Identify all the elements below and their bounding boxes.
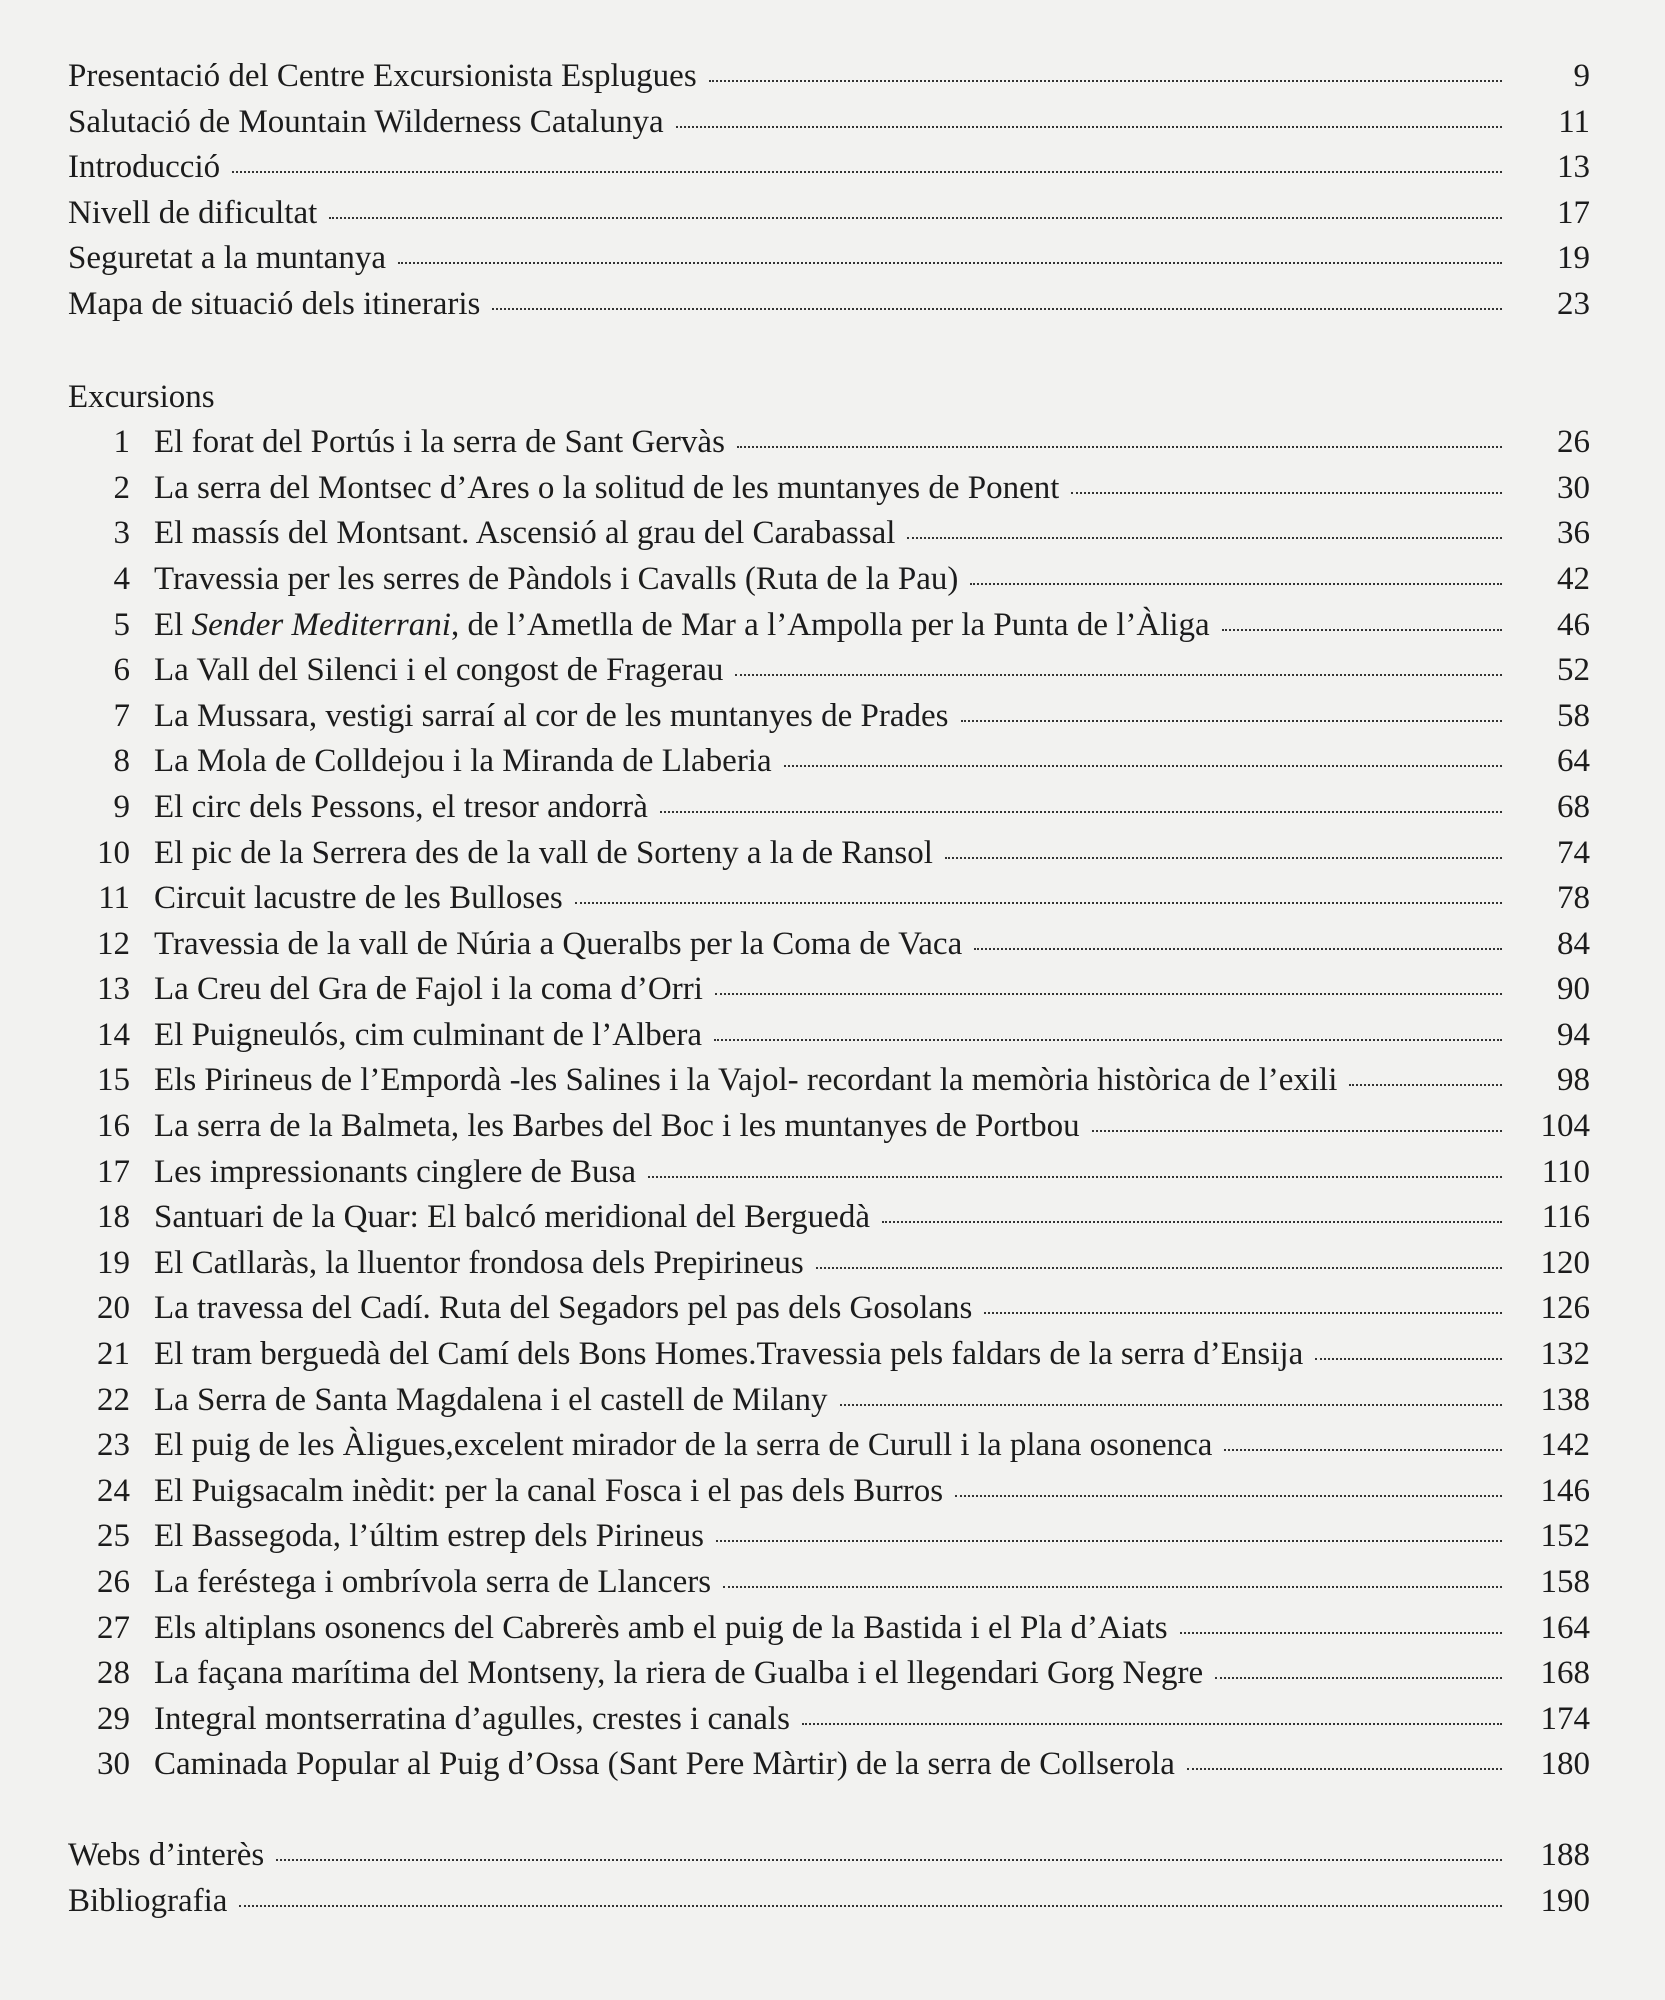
toc-entry bbox=[68, 1606, 1590, 1652]
toc-entry bbox=[68, 1560, 1590, 1606]
toc-entry-page: 58 bbox=[1557, 697, 1590, 734]
leader-dots bbox=[239, 1905, 1502, 1907]
toc-entry bbox=[68, 922, 1590, 968]
leader-dots bbox=[715, 993, 1502, 995]
leader-dots bbox=[709, 80, 1502, 82]
toc-entry bbox=[68, 420, 1590, 466]
toc-entry-title: La serra del Montsec d’Ares o la solitud de les muntanyes de Ponent bbox=[154, 469, 1060, 506]
toc-entry-page: 84 bbox=[1557, 925, 1590, 962]
toc-entry-title-part: El bbox=[154, 606, 192, 643]
toc-entry-title: Circuit lacustre de les Bulloses bbox=[154, 880, 563, 917]
toc-entry-number: 27 bbox=[97, 1609, 130, 1646]
toc-entry-title: Introducció bbox=[68, 149, 221, 186]
toc-entry-number: 7 bbox=[113, 697, 130, 734]
toc-entry-title: La Serra de Santa Magdalena i el castell de Milany bbox=[154, 1381, 828, 1418]
toc-entry-page: 42 bbox=[1557, 560, 1590, 597]
toc-entry-page: 132 bbox=[1540, 1336, 1590, 1373]
toc-entry-number: 19 bbox=[97, 1244, 130, 1281]
toc-entry-title: El Catllaràs, la lluentor frondosa dels Prepirineus bbox=[154, 1244, 804, 1281]
toc-entry-title: Les impressionants cinglere de Busa bbox=[154, 1153, 637, 1190]
toc-entry-title: La travessa del Cadí. Ruta del Segadors pel pas dels Gosolans bbox=[154, 1290, 973, 1327]
toc-entry-page: 74 bbox=[1557, 834, 1590, 871]
toc-entry-page: 110 bbox=[1541, 1153, 1590, 1190]
toc-entry-page: 104 bbox=[1540, 1108, 1590, 1145]
toc-entry bbox=[68, 100, 1590, 146]
leader-dots bbox=[816, 1267, 1502, 1269]
leader-dots bbox=[784, 765, 1502, 767]
toc-entry bbox=[68, 1013, 1590, 1059]
toc-entry-page: 17 bbox=[1557, 194, 1590, 231]
toc-entry-title: El Puigsacalm inèdit: per la canal Fosca i el pas dels Burros bbox=[154, 1472, 944, 1509]
leader-dots bbox=[676, 126, 1502, 128]
leader-dots bbox=[945, 857, 1502, 859]
toc-entry-number: 3 bbox=[113, 515, 130, 552]
toc-entry-number: 22 bbox=[97, 1381, 130, 1418]
back-matter-list bbox=[68, 1833, 1590, 1924]
toc-entry-title: La façana marítima del Montseny, la riera de Gualba i el llegendari Gorg Negre bbox=[154, 1655, 1204, 1692]
toc-entry-page: 138 bbox=[1540, 1381, 1590, 1418]
toc-entry-title: Els altiplans osonencs del Cabrerès amb el puig de la Bastida i el Pla d’Aiats bbox=[154, 1609, 1168, 1646]
toc-entry bbox=[68, 1879, 1590, 1925]
toc-entry-number: 6 bbox=[113, 652, 130, 689]
leader-dots bbox=[1215, 1677, 1502, 1679]
toc-entry-title: Els Pirineus de l’Empordà -les Salines i la Vajol- recordant la memòria històrica de l’exili bbox=[154, 1062, 1338, 1099]
leader-dots bbox=[1187, 1768, 1502, 1770]
excursions-list bbox=[68, 420, 1590, 1788]
toc-entry-page: 98 bbox=[1557, 1062, 1590, 1099]
toc-entry-title: Mapa de situació dels itineraris bbox=[68, 285, 481, 322]
toc-entry bbox=[68, 1241, 1590, 1287]
toc-entry-number: 11 bbox=[98, 880, 130, 917]
toc-entry bbox=[68, 1423, 1590, 1469]
toc-entry-title: Nivell de dificultat bbox=[68, 194, 318, 231]
toc-entry-title: La Vall del Silenci i el congost de Fragerau bbox=[154, 652, 724, 689]
toc-entry-page: 26 bbox=[1557, 424, 1590, 461]
toc-entry-title: Integral montserratina d’agulles, crestes i canals bbox=[154, 1700, 790, 1737]
toc-entry-page: 36 bbox=[1557, 515, 1590, 552]
leader-dots bbox=[984, 1312, 1502, 1314]
leader-dots bbox=[737, 446, 1502, 448]
toc-entry-page: 146 bbox=[1540, 1472, 1590, 1509]
leader-dots bbox=[398, 262, 1502, 264]
toc-entry-title-italic: Sender Mediterrani bbox=[191, 606, 451, 643]
leader-dots bbox=[1092, 1130, 1502, 1132]
toc-entry-title: La serra de la Balmeta, les Barbes del Boc i les muntanyes de Portbou bbox=[154, 1108, 1080, 1145]
toc-entry-page: 46 bbox=[1557, 606, 1590, 643]
toc-entry bbox=[68, 1195, 1590, 1241]
toc-entry-page: 116 bbox=[1541, 1199, 1590, 1236]
toc-entry bbox=[68, 785, 1590, 831]
toc-entry bbox=[68, 466, 1590, 512]
section-heading-excursions: Excursions bbox=[68, 378, 215, 415]
toc-entry-title: La Creu del Gra de Fajol i la coma d’Orri bbox=[154, 971, 703, 1008]
toc-entry bbox=[68, 694, 1590, 740]
toc-entry-title: El Bassegoda, l’últim estrep dels Pirineus bbox=[154, 1518, 704, 1555]
toc-entry bbox=[68, 1697, 1590, 1743]
toc-entry-page: 30 bbox=[1557, 469, 1590, 506]
toc-entry bbox=[68, 1286, 1590, 1332]
toc-entry-number: 2 bbox=[113, 469, 130, 506]
leader-dots bbox=[660, 811, 1502, 813]
toc-entry bbox=[68, 1742, 1590, 1788]
toc-entry bbox=[68, 1058, 1590, 1104]
toc-entry bbox=[68, 1514, 1590, 1560]
toc-entry bbox=[68, 1104, 1590, 1150]
toc-entry-title: Caminada Popular al Puig d’Ossa (Sant Pere Màrtir) de la serra de Collserola bbox=[154, 1746, 1175, 1783]
leader-dots bbox=[1222, 629, 1502, 631]
leader-dots bbox=[329, 217, 1502, 219]
toc-entry-page: 90 bbox=[1557, 971, 1590, 1008]
leader-dots bbox=[974, 948, 1502, 950]
leader-dots bbox=[648, 1176, 1502, 1178]
toc-entry-number: 23 bbox=[97, 1427, 130, 1464]
toc-entry-number: 13 bbox=[97, 971, 130, 1008]
toc-entry bbox=[68, 739, 1590, 785]
toc-entry bbox=[68, 236, 1590, 282]
toc-entry-title: La Mola de Colldejou i la Miranda de Llaberia bbox=[154, 743, 772, 780]
toc-entry-number: 30 bbox=[97, 1746, 130, 1783]
leader-dots bbox=[840, 1404, 1503, 1406]
leader-dots bbox=[1071, 492, 1502, 494]
toc-entry-page: 152 bbox=[1540, 1518, 1590, 1555]
toc-entry bbox=[68, 1150, 1590, 1196]
leader-dots bbox=[882, 1221, 1502, 1223]
toc-entry-number: 25 bbox=[97, 1518, 130, 1555]
toc-entry-number: 1 bbox=[113, 424, 130, 461]
toc-entry-number: 14 bbox=[97, 1016, 130, 1053]
leader-dots bbox=[714, 1039, 1502, 1041]
toc-entry bbox=[68, 876, 1590, 922]
toc-entry-number: 8 bbox=[113, 743, 130, 780]
leader-dots bbox=[1349, 1084, 1502, 1086]
toc-entry-title: El massís del Montsant. Ascensió al grau del Carabassal bbox=[154, 515, 896, 552]
leader-dots bbox=[961, 720, 1503, 722]
toc-entry-number: 15 bbox=[97, 1062, 130, 1099]
toc-entry-page: 180 bbox=[1540, 1746, 1590, 1783]
toc-entry-title: Salutació de Mountain Wilderness Catalunya bbox=[68, 103, 664, 140]
toc-entry-title: El pic de la Serrera des de la vall de Sorteny a la de Ransol bbox=[154, 834, 933, 871]
leader-dots bbox=[955, 1495, 1502, 1497]
toc-entry-title: El puig de les Àligues,excelent mirador de la serra de Curull i la plana osonenca bbox=[154, 1427, 1213, 1464]
toc-entry-title: Travessia per les serres de Pàndols i Cavalls (Ruta de la Pau) bbox=[154, 560, 959, 597]
toc-entry-page: 11 bbox=[1558, 103, 1590, 140]
toc-entry-title: Presentació del Centre Excursionista Esplugues bbox=[68, 58, 697, 94]
toc-entry-title: La Mussara, vestigi sarraí al cor de les muntanyes de Prades bbox=[154, 697, 949, 734]
toc-entry-page: 52 bbox=[1557, 652, 1590, 689]
toc-entry bbox=[68, 967, 1590, 1013]
toc-entry-title: Seguretat a la muntanya bbox=[68, 240, 386, 277]
toc-entry bbox=[68, 282, 1590, 328]
leader-dots bbox=[276, 1859, 1502, 1861]
toc-entry-number: 29 bbox=[97, 1700, 130, 1737]
toc-entry bbox=[68, 1332, 1590, 1378]
leader-dots bbox=[802, 1723, 1502, 1725]
toc-entry-title: El tram berguedà del Camí dels Bons Homes.Travessia pels faldars de la serra d’Ensija bbox=[154, 1336, 1304, 1373]
leader-dots bbox=[1315, 1358, 1502, 1360]
toc-entry-page: 94 bbox=[1557, 1016, 1590, 1053]
toc-entry bbox=[68, 831, 1590, 877]
toc-entry-page: 174 bbox=[1540, 1700, 1590, 1737]
toc-entry bbox=[68, 1378, 1590, 1424]
leader-dots bbox=[970, 583, 1502, 585]
toc-entry bbox=[68, 511, 1590, 557]
toc-entry-page: 19 bbox=[1557, 240, 1590, 277]
front-matter-list bbox=[68, 54, 1590, 328]
leader-dots bbox=[1224, 1449, 1502, 1451]
toc-entry bbox=[68, 1651, 1590, 1697]
toc-entry-page: 164 bbox=[1540, 1609, 1590, 1646]
toc-entry-title-part: , de l’Ametlla de Mar a l’Ampolla per la Punta de l’Àliga bbox=[450, 606, 1210, 643]
toc-entry-title bbox=[154, 603, 1210, 649]
toc-entry-page: 23 bbox=[1557, 285, 1590, 322]
toc-entry bbox=[68, 557, 1590, 603]
toc-entry bbox=[68, 54, 1590, 100]
leader-dots bbox=[723, 1586, 1502, 1588]
toc-entry-page: 9 bbox=[1573, 58, 1590, 94]
leader-dots bbox=[716, 1540, 1502, 1542]
toc-entry-number: 28 bbox=[97, 1655, 130, 1692]
toc-entry-title: Santuari de la Quar: El balcó meridional del Berguedà bbox=[154, 1199, 870, 1236]
toc-entry-title: Travessia de la vall de Núria a Queralbs per la Coma de Vaca bbox=[154, 925, 963, 962]
toc-entry-number: 20 bbox=[97, 1290, 130, 1327]
toc-entry-number: 21 bbox=[97, 1336, 130, 1373]
toc-entry bbox=[68, 145, 1590, 191]
toc-entry-page: 142 bbox=[1540, 1427, 1590, 1464]
toc-entry bbox=[68, 1833, 1590, 1879]
toc-entry-page: 168 bbox=[1540, 1655, 1590, 1692]
toc-entry-title: El forat del Portús i la serra de Sant Gervàs bbox=[154, 424, 725, 461]
table-of-contents bbox=[68, 54, 1590, 1924]
toc-entry-number: 26 bbox=[97, 1564, 130, 1600]
leader-dots bbox=[575, 902, 1502, 904]
toc-entry-page: 64 bbox=[1557, 743, 1590, 780]
leader-dots bbox=[735, 674, 1502, 676]
toc-entry-number: 10 bbox=[97, 834, 130, 871]
toc-entry-page: 158 bbox=[1540, 1564, 1590, 1600]
toc-entry-number: 17 bbox=[97, 1153, 130, 1190]
toc-entry-page: 78 bbox=[1557, 880, 1590, 917]
toc-entry-page: 120 bbox=[1540, 1244, 1590, 1281]
toc-entry-title: La feréstega i ombrívola serra de Llancers bbox=[154, 1564, 712, 1600]
toc-entry-title: Webs d’interès bbox=[68, 1836, 265, 1873]
leader-dots bbox=[232, 171, 1502, 173]
toc-entry-number: 12 bbox=[97, 925, 130, 962]
toc-entry-number: 4 bbox=[113, 560, 130, 597]
toc-entry-page: 13 bbox=[1557, 149, 1590, 186]
toc-entry-title: Bibliografia bbox=[68, 1882, 228, 1919]
toc-entry-number: 5 bbox=[113, 606, 130, 643]
leader-dots bbox=[492, 308, 1502, 310]
leader-dots bbox=[907, 537, 1502, 539]
leader-dots bbox=[1180, 1632, 1502, 1634]
toc-entry bbox=[68, 648, 1590, 694]
toc-entry-page: 190 bbox=[1540, 1882, 1590, 1919]
toc-entry-page: 126 bbox=[1540, 1290, 1590, 1327]
toc-entry bbox=[68, 191, 1590, 237]
toc-entry bbox=[68, 603, 1590, 649]
toc-entry-title: El Puigneulós, cim culminant de l’Albera bbox=[154, 1016, 703, 1053]
toc-entry-number: 24 bbox=[97, 1472, 130, 1509]
toc-entry-page: 68 bbox=[1557, 788, 1590, 825]
toc-entry-number: 16 bbox=[97, 1108, 130, 1145]
toc-entry bbox=[68, 1469, 1590, 1515]
toc-entry-number: 9 bbox=[113, 788, 130, 825]
toc-entry-number: 18 bbox=[97, 1199, 130, 1236]
toc-entry-page: 188 bbox=[1540, 1836, 1590, 1873]
toc-entry-title: El circ dels Pessons, el tresor andorrà bbox=[154, 788, 648, 825]
